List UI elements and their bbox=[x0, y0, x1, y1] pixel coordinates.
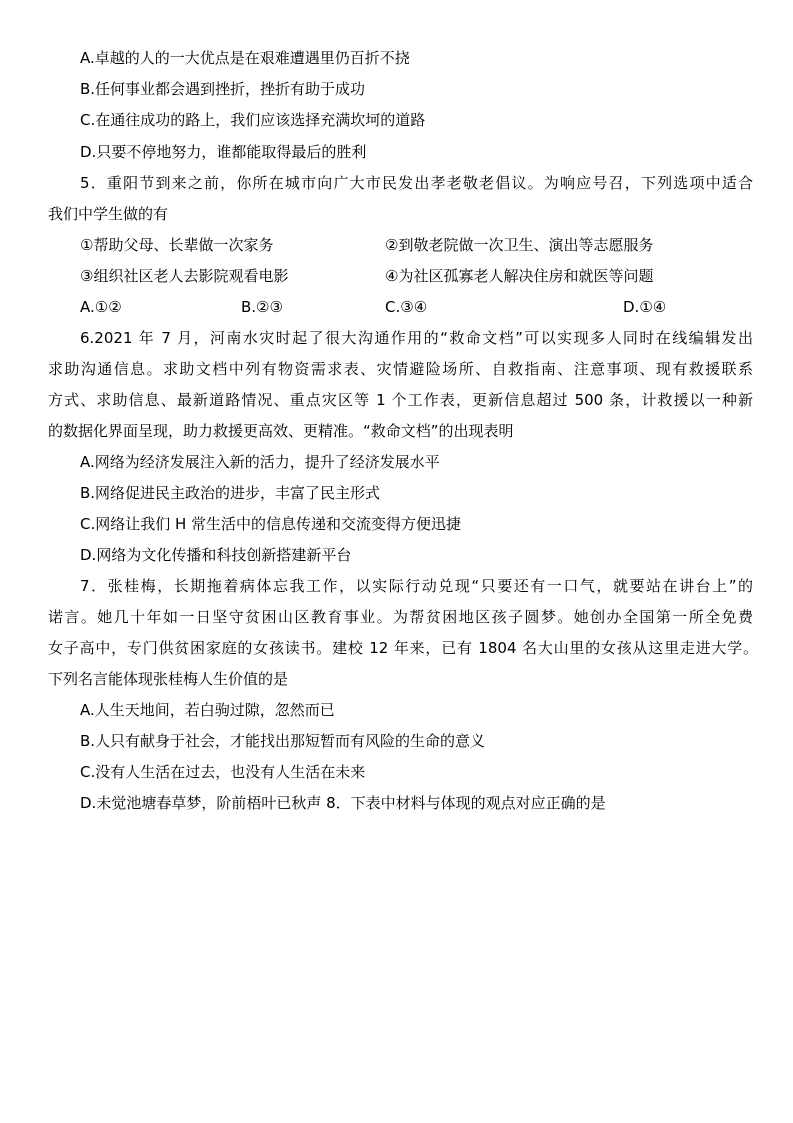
q7-stem-line-2: 诺言。她几十年如一日坚守贫困山区教育事业。为帮贫困地区孩子圆梦。她创办全国第一所全免费 bbox=[48, 608, 753, 626]
q5-item-1: ①帮助父母、长辈做一次家务 bbox=[80, 236, 274, 254]
q5-stem-line-1: 5．重阳节到来之前，你所在城市向广大市民发出孝老敬老倡议。为响应号召，下列选项中适合 bbox=[80, 174, 753, 192]
q4-option-d: D.只要不停地努力，谁都能取得最后的胜利 bbox=[80, 143, 367, 161]
q4-option-c: C.在通往成功的路上，我们应该选择充满坎坷的道路 bbox=[80, 111, 426, 129]
q6-option-d: D.网络为文化传播和科技创新搭建新平台 bbox=[80, 546, 352, 564]
q7-option-c: C.没有人生活在过去，也没有人生活在未来 bbox=[80, 763, 366, 781]
q6-stem-line-1: 6.2021 年 7 月，河南水灾时起了很大沟通作用的“救命文档”可以实现多人同时在线编辑发出 bbox=[80, 329, 753, 347]
q4-option-a: A.卓越的人的一大优点是在艰难遭遇里仍百折不挠 bbox=[80, 49, 410, 67]
q6-stem-line-2: 求助沟通信息。求助文档中列有物资需求表、灾情避险场所、自救指南、注意事项、现有救援联系 bbox=[48, 360, 753, 378]
q5-choice-d: D.①④ bbox=[623, 298, 667, 316]
q6-stem-line-3: 方式、求助信息、最新道路情况、重点灾区等 1 个工作表，更新信息超过 500 条，计救援以一种新 bbox=[48, 391, 753, 409]
q5-stem-line-2: 我们中学生做的有 bbox=[48, 205, 169, 223]
q7-option-b: B.人只有献身于社会，才能找出那短暂而有风险的生命的意义 bbox=[80, 732, 486, 750]
q7-stem-line-3: 女子高中，专门供贫困家庭的女孩读书。建校 12 年来，已有 1804 名大山里的女孩从这里走进大学。 bbox=[48, 639, 758, 657]
q5-choice-c: C.③④ bbox=[385, 298, 428, 316]
q7-option-d: D.未觉池塘春草梦，阶前梧叶已秋声 8．下表中材料与体现的观点对应正确的是 bbox=[80, 794, 606, 812]
q7-stem-line-4: 下列名言能体现张桂梅人生价值的是 bbox=[48, 670, 289, 688]
q5-choice-a: A.①② bbox=[80, 298, 122, 316]
q6-stem-line-4: 的数据化界面呈现，助力救援更高效、更精准。“救命文档”的出现表明 bbox=[48, 422, 514, 440]
q5-choice-b: B.②③ bbox=[241, 298, 283, 316]
q6-option-b: B.网络促进民主政治的进步，丰富了民主形式 bbox=[80, 484, 381, 502]
q7-stem-line-1: 7．张桂梅，长期拖着病体忘我工作，以实际行动兑现“只要还有一口气，就要站在讲台上”的 bbox=[80, 577, 753, 595]
q7-option-a: A.人生天地间，若白驹过隙，忽然而已 bbox=[80, 701, 335, 719]
q5-item-4: ④为社区孤寡老人解决住房和就医等问题 bbox=[385, 267, 654, 285]
q5-item-2: ②到敬老院做一次卫生、演出等志愿服务 bbox=[385, 236, 654, 254]
q6-option-a: A.网络为经济发展注入新的活力，提升了经济发展水平 bbox=[80, 453, 440, 471]
q5-item-3: ③组织社区老人去影院观看电影 bbox=[80, 267, 289, 285]
q4-option-b: B.任何事业都会遇到挫折，挫折有助于成功 bbox=[80, 80, 366, 98]
q6-option-c: C.网络让我们 H 常生活中的信息传递和交流变得方便迅捷 bbox=[80, 515, 462, 533]
